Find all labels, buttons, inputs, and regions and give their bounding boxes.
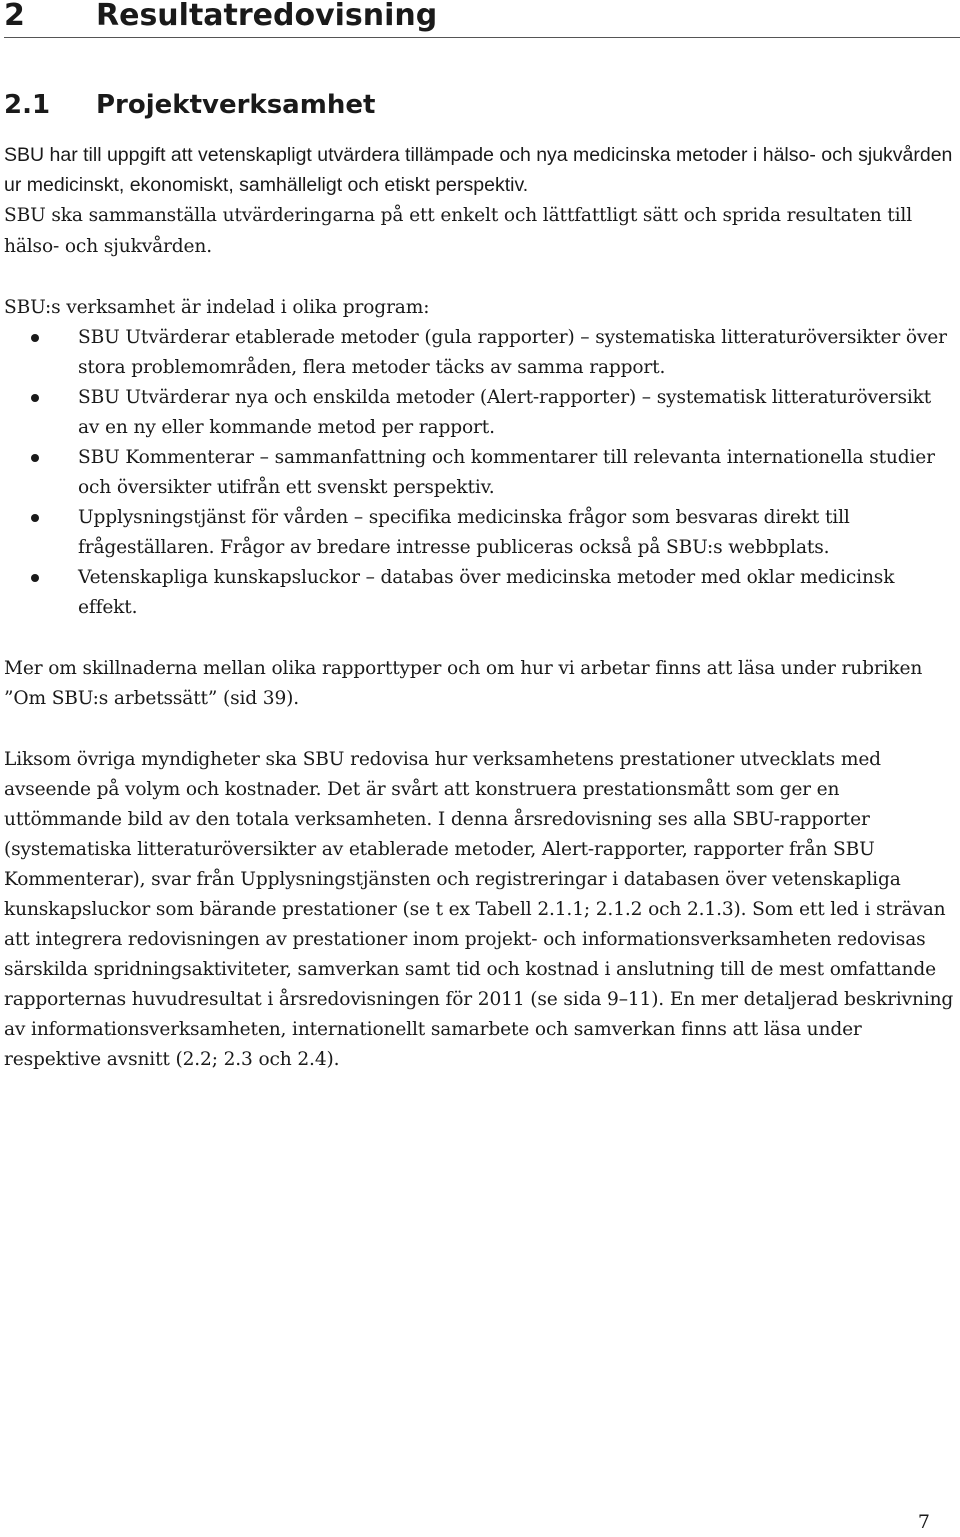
intro-sentence-1: SBU har till uppgift att vetenskapligt utvärdera tillämpade och nya medicinska metoder i hälso- och sjukvården ur medicinskt, ekonomiskt, samhälleligt och etiskt perspektiv. [4, 144, 953, 196]
list-item: SBU Utvärderar nya och enskilda metoder (Alert-rapporter) – systematisk litteraturöversikt av en ny eller kommande metod per rapport. [4, 383, 956, 443]
bullet-icon [31, 334, 39, 342]
intro-paragraph [4, 140, 956, 262]
page-number: 7 [917, 1511, 930, 1533]
chapter-heading [4, 0, 960, 38]
bullet-icon [31, 514, 39, 522]
list-item: Vetenskapliga kunskapsluckor – databas över medicinska metoder med oklar medicinsk effekt. [4, 563, 956, 623]
section-heading [4, 86, 375, 124]
report-types-paragraph: Mer om skillnaderna mellan olika rapporttyper och om hur vi arbetar finns att läsa under rubriken ”Om SBU:s arbetssätt” (sid 39). [4, 658, 923, 709]
list-item: Upplysningstjänst för vården – specifika medicinska frågor som besvaras direkt till frågeställaren. Frågor av bredare intresse publiceras också på SBU:s webbplats. [4, 503, 956, 563]
intro-sentence-2: SBU ska sammanställa utvärderingarna på ett enkelt och lättfattligt sätt och sprida resultaten till hälso- och sjukvården. [4, 205, 913, 257]
list-item: SBU Kommenterar – sammanfattning och kommentarer till relevanta internationella studier och översikter utifrån ett svenskt perspektiv. [4, 443, 956, 503]
chapter-title: Resultatredovisning [96, 0, 438, 33]
bullet-icon [31, 454, 39, 462]
bullet-icon [31, 574, 39, 582]
bullet-icon [31, 394, 39, 402]
section-number: 2.1 [4, 90, 51, 120]
program-intro: SBU:s verksamhet är indelad i olika program: [4, 297, 430, 318]
performance-paragraph: Liksom övriga myndigheter ska SBU redovisa hur verksamhetens prestationer utvecklats med avseende på volym och kostnader. Det är svårt att konstruera prestationsmått som ger en uttömmande bild av den totala verksamheten. I denna årsredovisning ses alla SBU-rapporter (systematiska litteraturöversikter av etablerade metoder, Alert-rapporter, rapporter från SBU Kommenterar), svar från Upplysningstjänsten och registreringar i databasen över vetenskapliga kunskapsluckor som bärande prestationer (se t ex Tabell 2.1.1; 2.1.2 och 2.1.3). Som ett led i strävan att integrera redovisningen av prestationer inom projekt- och informationsverksamheten redovisas särskilda spridningsaktiviteter, samverkan samt tid och kostnad i anslutning till de mest omfattande rapporternas huvudresultat i årsredovisningen för 2011 (se sida 9–11). En mer detaljerad beskrivning av informationsverksamheten, internationellt samarbete och samverkan finns att läsa under respektive avsnitt (2.2; 2.3 och 2.4). [4, 749, 954, 1070]
program-list [4, 323, 956, 623]
chapter-number: 2 [4, 0, 25, 33]
body-text [4, 140, 956, 1075]
section-title: Projektverksamhet [96, 90, 376, 120]
list-item: SBU Utvärderar etablerade metoder (gula rapporter) – systematiska litteraturöversikter över stora problemområden, flera metoder täcks av samma rapport. [4, 323, 956, 383]
